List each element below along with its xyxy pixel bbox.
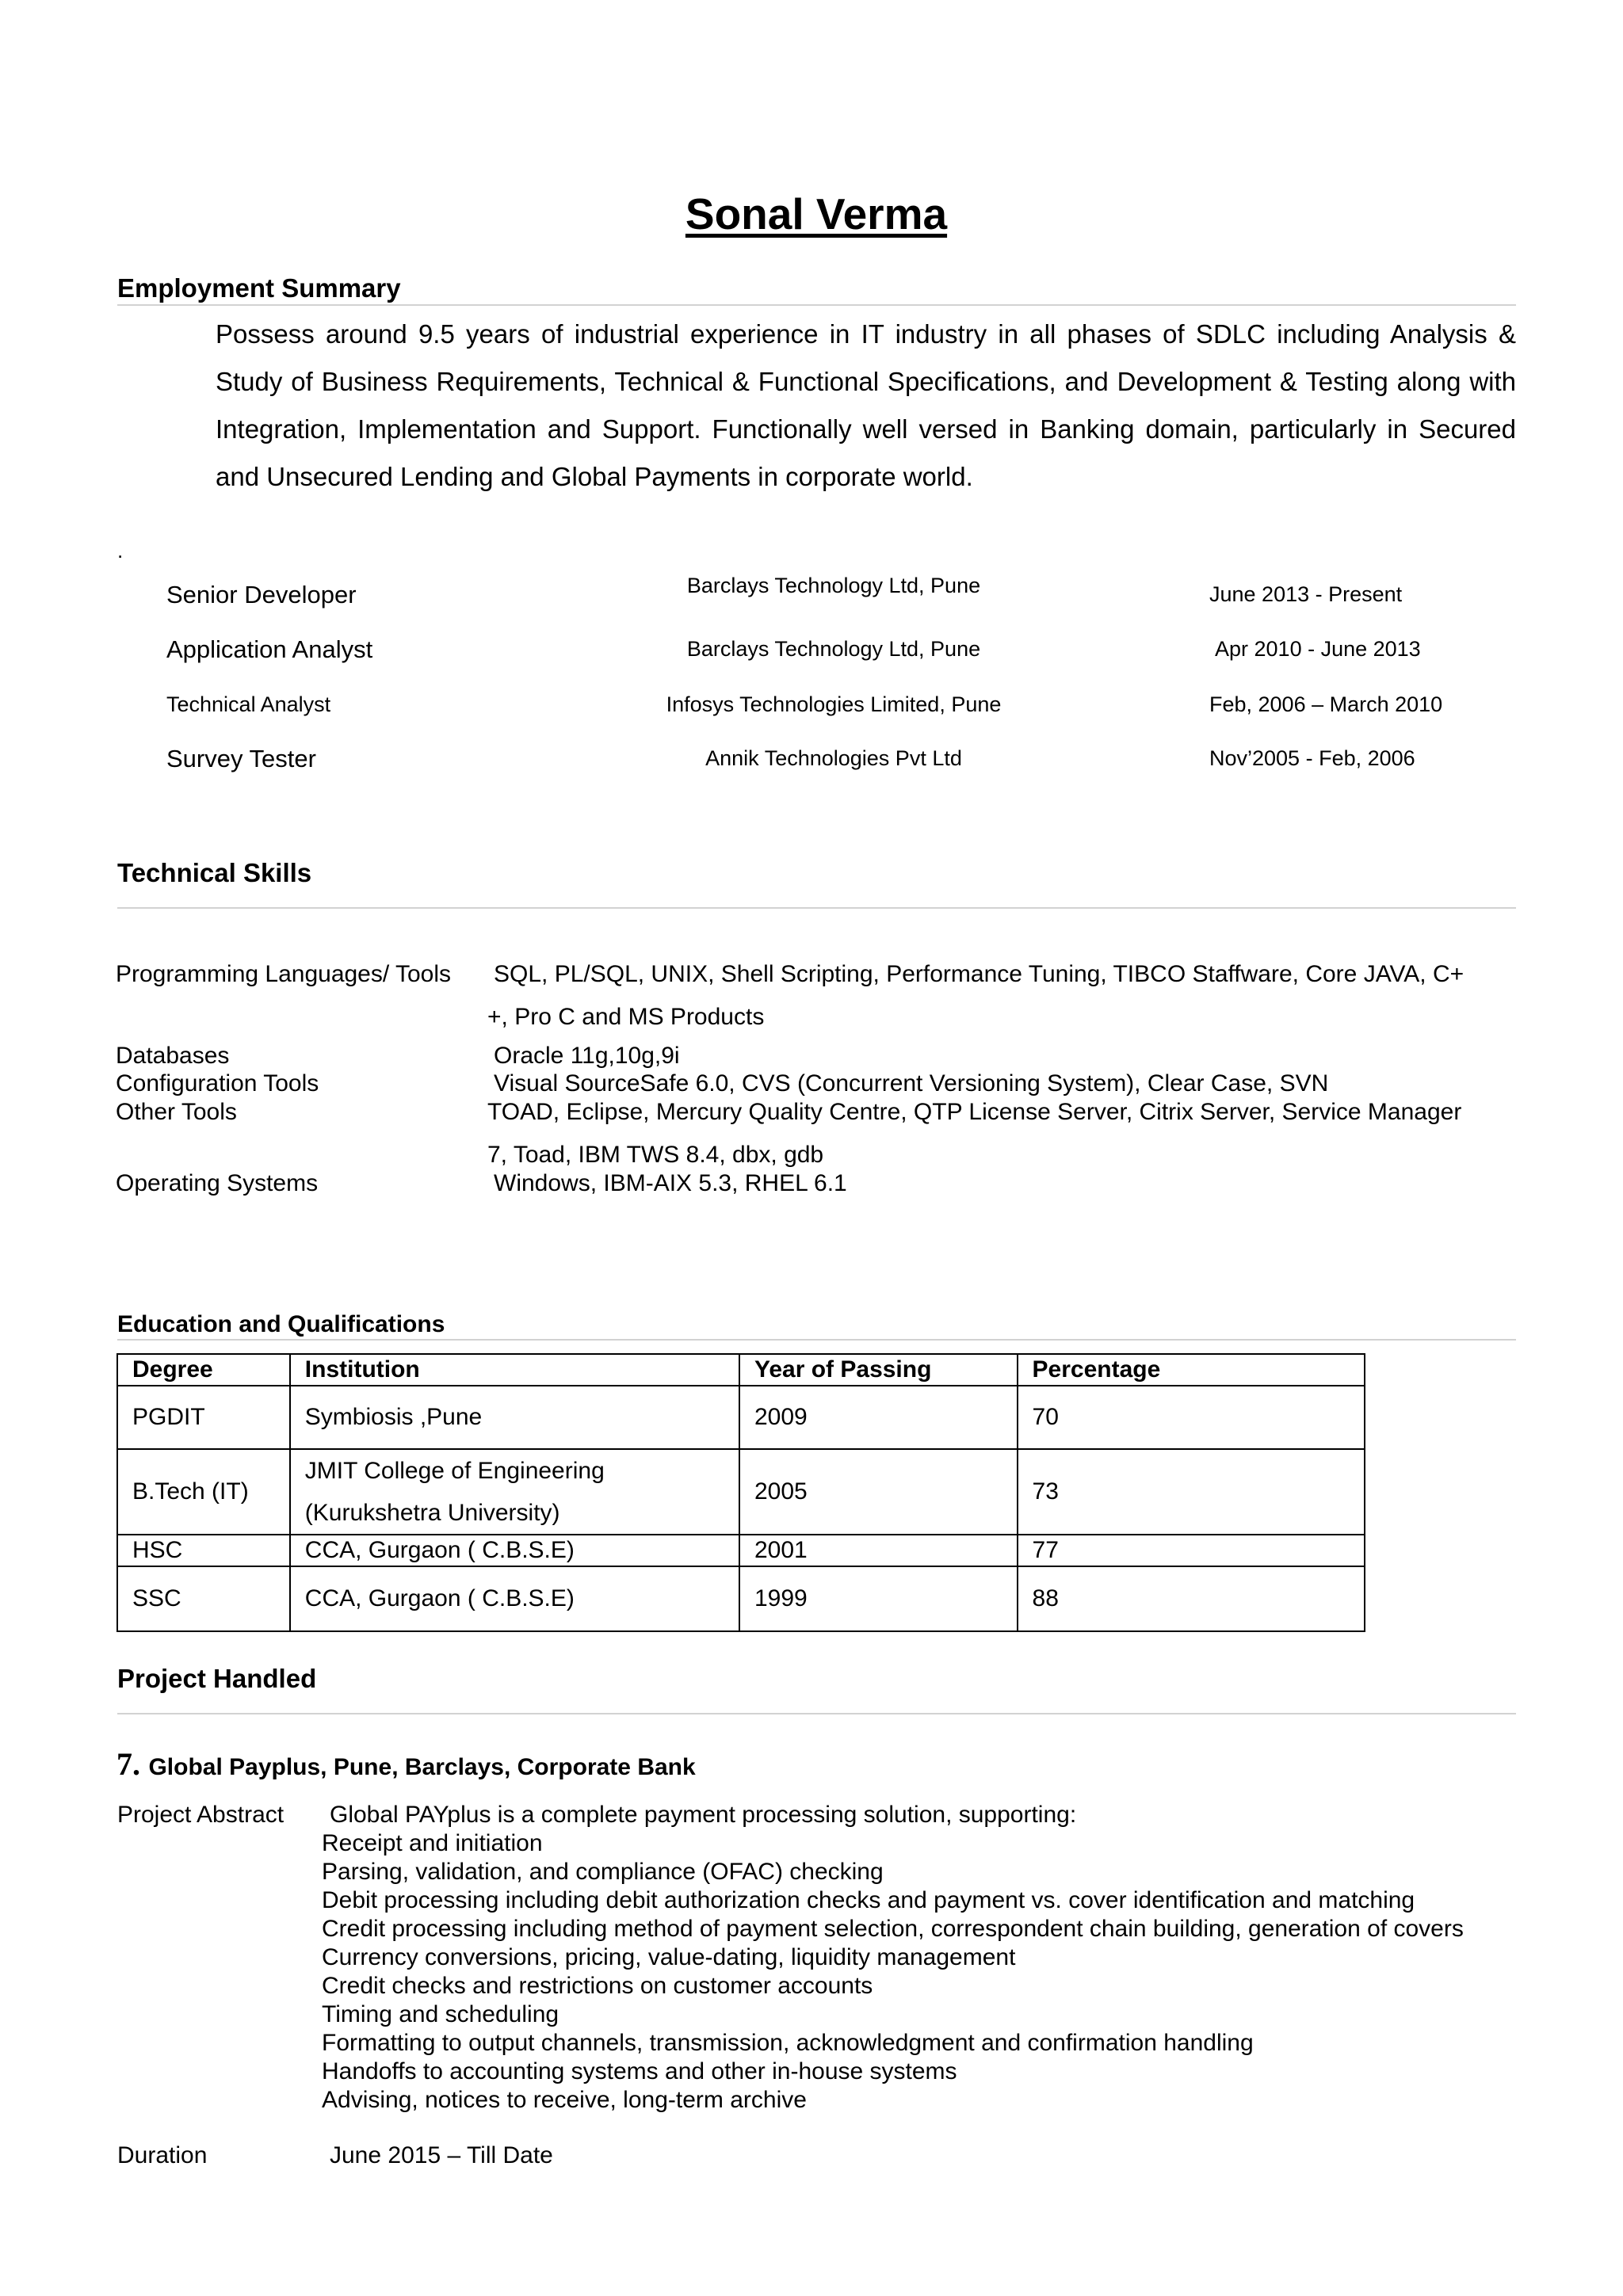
job-row	[0, 635, 1623, 667]
table-cell: B.Tech (IT)	[117, 1449, 290, 1535]
institution-line: JMIT College of Engineering	[304, 1458, 605, 1484]
table-cell: 77	[1018, 1535, 1365, 1566]
job-company: Barclays Technology Ltd, Pune	[686, 637, 981, 661]
skill-label: Programming Languages/ Tools	[116, 961, 452, 987]
abstract-item: Timing and scheduling	[322, 2001, 559, 2027]
abstract-item: Credit checks and restrictions on customer accounts	[322, 1973, 873, 1999]
abstract-item: Credit processing including method of payment selection, correspondent chain building, generation of covers	[322, 1916, 1464, 1942]
job-role: Application Analyst	[166, 635, 373, 663]
skill-value: TOAD, Eclipse, Mercury Quality Centre, QTP License Server, Citrix Server, Service Manager	[487, 1099, 1462, 1125]
project-abstract-intro: Global PAYplus is a complete payment processing solution, supporting:	[330, 1802, 1077, 1828]
table-cell: 2001	[739, 1535, 1018, 1566]
resume-name: Sonal Verma	[685, 189, 948, 238]
table-header-row	[117, 1354, 1365, 1386]
table-cell: PGDIT	[117, 1386, 290, 1449]
abstract-item: Advising, notices to receive, long-term archive	[322, 2087, 807, 2113]
employment-summary-text: Possess around 9.5 years of industrial experience in IT industry in all phases of SDLC including Analysis & Study of Business Requirements, Technical & Functional Specifications, and Development & Testing along with Integration, Implementation and Support. Functionally well versed in Banking domain, particularly in Secured and Unsecured Lending and Global Payments in corporate world.	[216, 319, 1516, 491]
column-header: Percentage	[1018, 1354, 1365, 1386]
project-title-line	[116, 1745, 696, 1783]
table-cell: 1999	[739, 1566, 1018, 1631]
skill-label: Operating Systems	[116, 1170, 319, 1196]
job-company: Infosys Technologies Limited, Pune	[666, 692, 1002, 716]
section-divider	[117, 1339, 1516, 1341]
project-number: 7.	[116, 1746, 140, 1782]
job-dates: Nov’2005 - Feb, 2006	[1209, 746, 1415, 770]
skill-label: Other Tools	[116, 1099, 237, 1125]
job-role: Senior Developer	[166, 581, 357, 608]
table-row	[117, 1535, 1365, 1566]
skill-value-continued: +, Pro C and MS Products	[487, 1004, 765, 1030]
job-company: Barclays Technology Ltd, Pune	[686, 574, 981, 597]
table-cell	[290, 1449, 739, 1535]
job-dates: Apr 2010 - June 2013	[1215, 637, 1421, 661]
skill-label: Databases	[116, 1043, 230, 1069]
technical-skills-heading: Technical Skills	[117, 858, 312, 887]
section-divider	[117, 907, 1516, 909]
table-cell: 88	[1018, 1566, 1365, 1631]
column-header: Degree	[117, 1354, 290, 1386]
table-cell: SSC	[117, 1566, 290, 1631]
stray-dot: .	[117, 539, 124, 563]
section-divider	[117, 1713, 1516, 1714]
education-heading: Education and Qualifications	[117, 1311, 445, 1337]
job-role: Technical Analyst	[166, 692, 331, 716]
employment-summary-heading: Employment Summary	[117, 273, 401, 303]
job-dates: Feb, 2006 – March 2010	[1209, 692, 1443, 716]
column-header: Year of Passing	[739, 1354, 1018, 1386]
skill-value: SQL, PL/SQL, UNIX, Shell Scripting, Performance Tuning, TIBCO Staffware, Core JAVA, C+	[494, 961, 1465, 987]
skill-value-continued: 7, Toad, IBM TWS 8.4, dbx, gdb	[487, 1142, 824, 1168]
project-abstract-label: Project Abstract	[117, 1802, 285, 1828]
abstract-item: Debit processing including debit authorization checks and payment vs. cover identification and matching	[322, 1887, 1415, 1913]
job-row	[0, 745, 1623, 776]
table-cell: 2009	[739, 1386, 1018, 1449]
education-table	[116, 1353, 1365, 1632]
table-cell: Symbiosis ,Pune	[290, 1386, 739, 1449]
skill-label: Configuration Tools	[116, 1070, 319, 1097]
abstract-item: Currency conversions, pricing, value-dating, liquidity management	[322, 1944, 1016, 1970]
table-row	[117, 1449, 1365, 1535]
project-duration-label: Duration	[117, 2142, 208, 2168]
skill-value: Oracle 11g,10g,9i	[494, 1043, 680, 1069]
job-company: Annik Technologies Pvt Ltd	[705, 746, 962, 770]
table-cell: CCA, Gurgaon ( C.B.S.E)	[290, 1566, 739, 1631]
table-row	[117, 1386, 1365, 1449]
skill-value: Visual SourceSafe 6.0, CVS (Concurrent Versioning System), Clear Case, SVN	[494, 1070, 1329, 1097]
table-cell: CCA, Gurgaon ( C.B.S.E)	[290, 1535, 739, 1566]
abstract-item: Receipt and initiation	[322, 1830, 543, 1856]
table-cell: 2005	[739, 1449, 1018, 1535]
table-cell: HSC	[117, 1535, 290, 1566]
column-header: Institution	[290, 1354, 739, 1386]
section-divider	[117, 304, 1516, 306]
job-row	[0, 691, 1623, 723]
project-handled-heading: Project Handled	[117, 1664, 317, 1693]
job-role: Survey Tester	[166, 745, 316, 772]
project-title: Global Payplus, Pune, Barclays, Corporate Bank	[148, 1754, 696, 1780]
table-cell: 70	[1018, 1386, 1365, 1449]
skill-value: Windows, IBM-AIX 5.3, RHEL 6.1	[494, 1170, 847, 1196]
abstract-item: Formatting to output channels, transmission, acknowledgment and confirmation handling	[322, 2030, 1254, 2056]
job-dates: June 2013 - Present	[1209, 582, 1403, 606]
table-cell: 73	[1018, 1449, 1365, 1535]
abstract-item: Handoffs to accounting systems and other in-house systems	[322, 2058, 957, 2084]
project-duration: June 2015 – Till Date	[330, 2142, 553, 2168]
abstract-item: Parsing, validation, and compliance (OFAC) checking	[322, 1859, 884, 1885]
table-row	[117, 1566, 1365, 1631]
institution-line: (Kurukshetra University)	[304, 1500, 560, 1526]
job-row	[0, 574, 1623, 610]
